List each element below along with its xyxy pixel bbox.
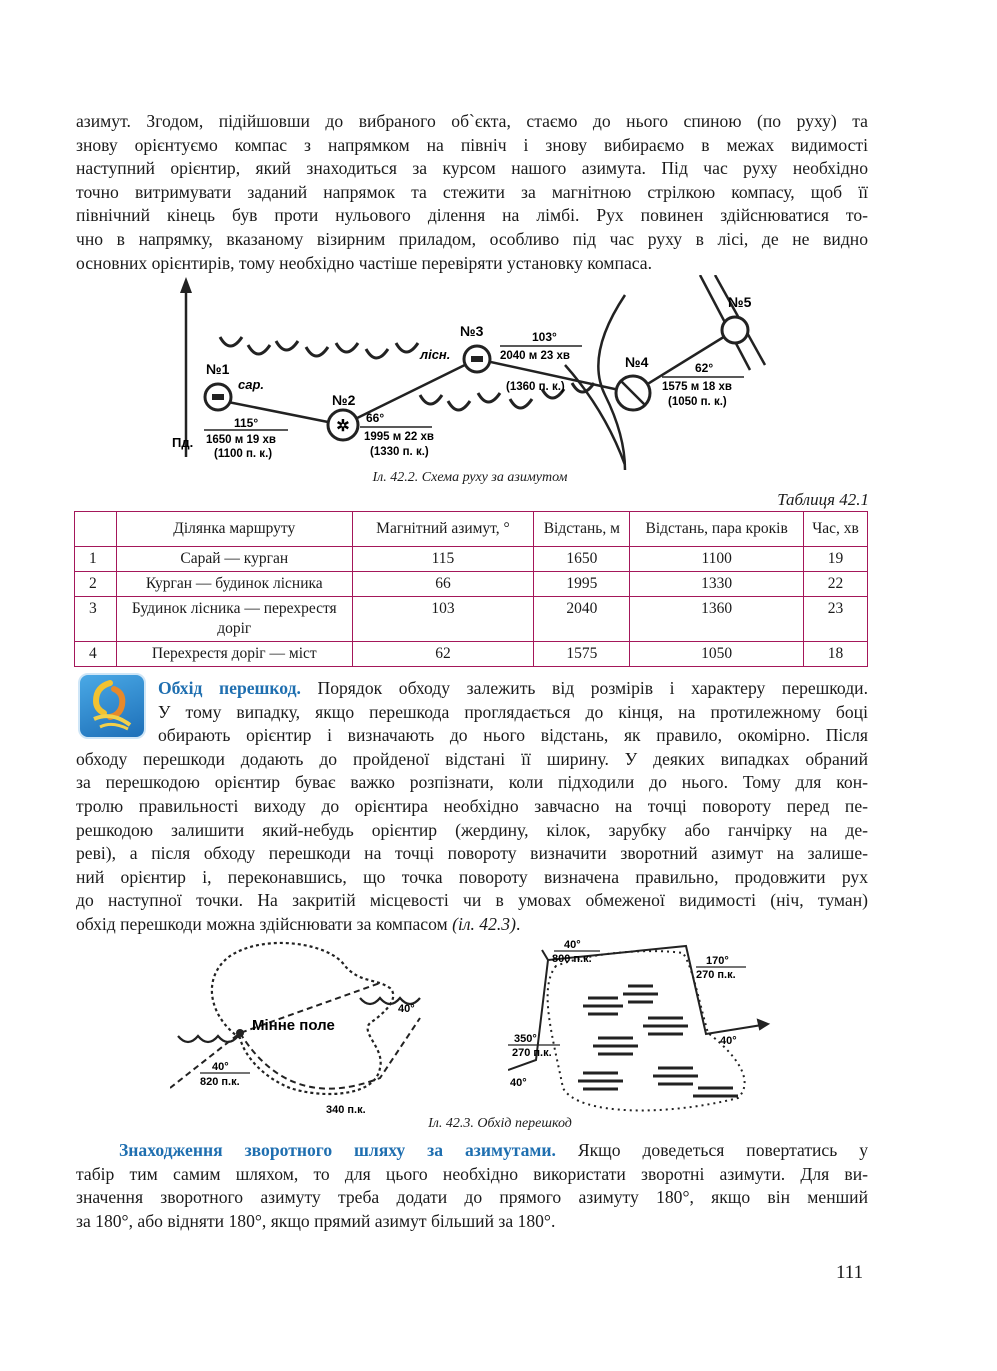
table-cell: 23 [804,597,868,642]
table-header: Ділянка маршруту [116,512,352,547]
seg1-distance: 1650 м 19 хв [206,434,276,446]
text-line: знову орієнтуємо компас з напрямком на північ і знову вибираємо в межах видимості [76,134,868,155]
text-line: ний орієнтир і, переконавшись, що точка повороту визначена правильно, продовжити рух [76,866,868,887]
return-heading: Знаходження зворотного шляху за азимутами. [119,1140,556,1160]
text-line: значення зворотного азимуту треба додати до прямого азимуту 180°, якщо він менший [76,1187,868,1208]
point1-label: №1 [206,361,230,377]
table-cell: 22 [804,572,868,597]
table-cell: 1360 [630,597,804,642]
table-cell: Перехрестя доріг — міст [116,642,352,667]
table-header-row [75,512,868,547]
text-line [76,1139,868,1163]
table-caption: Таблиця 42.1 [777,490,869,509]
text-line: реві), а після обходу перешкоди на точці повороту визначити зворотний азимут на залише- [76,843,868,864]
minefield-label: Мінне поле [252,1017,335,1034]
point4-label: №4 [625,354,649,370]
table-cell: 1100 [630,547,804,572]
minefield-azimuth-a: 40° [398,1003,415,1015]
swamp-azimuth-1: 40° [564,939,581,951]
text-line: за перешкодою орієнтир буває важко розпізнати, коли підходили до нього. Тому для кон- [76,772,868,793]
text-line: У тому випадку, якщо перешкода проглядається до кінця, на протилежному боці [158,701,868,722]
text-line: решкодою залишити який-небудь орієнтир (жердину, кілок, зарубку або ганчірку на де- [76,819,868,840]
seg4-pairs: (1050 п. к.) [668,396,727,408]
table-cell: 19 [804,547,868,572]
text-span: Якщо доведеться повертатись у [555,1140,868,1160]
table-cell: 1995 [534,572,630,597]
text-line [76,677,868,701]
swamp-azimuth-3: 350° [514,1033,537,1045]
azimuth-route-figure [170,275,780,470]
north-label: Пд. [172,435,194,450]
forester-house-label: лісн. [420,347,451,362]
table-cell: 62 [352,642,534,667]
swamp-azimuth-4: 40° [720,1035,737,1047]
text-line: до наступної точки. На закритій місцевості чи в умовах обмеженої видимості (ніч, туман) [76,890,868,911]
obstacle-paragraph [76,677,868,937]
text-line: точно витримувати заданий напрямок та стежити за магнітною стрілкою компасу, щоб її [76,181,868,202]
table-cell: 66 [352,572,534,597]
text-line: азимут. Згодом, підійшовши до вибраного об`єкта, стаємо до нього спиною (по руху) та [76,111,868,131]
text-span: Порядок обходу залежить від розмірів і характеру перешкоди. [300,678,868,698]
table-row [75,572,868,597]
figure-reference: (іл. 42.3) [452,913,516,934]
seg3-distance: 2040 м 23 хв [500,350,570,362]
table-cell: 1330 [630,572,804,597]
text-line: наступний орієнтир, який знаходиться за курсом нашого азимута. Під час руху необхідно [76,158,868,179]
table-header: Магнітний азимут, ° [352,512,534,547]
intro-paragraph [76,110,868,275]
table-cell: 2040 [534,597,630,642]
minefield-azimuth-b: 40° [212,1061,229,1073]
swamp-pairs-2: 270 п.к. [696,969,736,981]
seg3-azimuth: 103° [532,330,557,344]
swamp-azimuth-2: 170° [706,955,729,967]
swamp-azimuth-5: 40° [510,1077,527,1089]
svg-text:✲: ✲ [336,418,350,435]
point2-label: №2 [332,392,356,408]
table-row [75,597,868,642]
text-line: обходу перешкоди додають до пройденої відстані її ширину. У деяких випадках обраний [76,748,868,769]
return-paragraph [76,1139,868,1233]
table-row [75,547,868,572]
point5-label: №5 [728,294,752,310]
swamp-detour-figure [508,938,776,1118]
swamp-pairs-3: 270 п.к. [512,1047,552,1059]
text-line: північний кінець був проти нульового ділення на лімбі. Рух повинен здійснюватися то- [76,205,868,226]
route-table [74,511,868,667]
text-line: обирають орієнтир і визначають до нього відстань, як правило, окомірно. Після [158,725,868,746]
table-cell: 115 [352,547,534,572]
seg1-azimuth: 115° [234,416,259,430]
swamp-pairs-1: 800 п.к. [552,953,592,965]
table-cell: 18 [804,642,868,667]
table-cell: 3 [75,597,117,642]
table-cell: 1 [75,547,117,572]
table-cell: 1050 [630,642,804,667]
table-cell: Будинок лісника — перехрестя доріг [116,597,352,642]
text-line: основних орієнтирів, тому необхідно частіше перевіряти установку компаса. [76,252,652,273]
page-number: 111 [836,1262,864,1283]
table-row [75,642,868,667]
seg3-pairs: (1360 п. к.) [506,381,565,393]
text-line: за 180°, або відняти 180°, якщо прямий азимут більший за 180°. [76,1210,556,1231]
minefield-figure [170,938,450,1116]
table-header [75,512,117,547]
figure2-caption: Іл. 42.3. Обхід перешкод [428,1116,572,1131]
text-line [76,913,868,937]
table-cell: 1650 [534,547,630,572]
minefield-pairs-a: 820 п.к. [200,1076,240,1088]
table-cell: 1575 [534,642,630,667]
seg1-pairs: (1100 п. к.) [214,448,273,460]
seg4-azimuth: 62° [695,361,714,375]
table-header: Відстань, м [534,512,630,547]
table-cell: 2 [75,572,117,597]
minefield-pairs-b: 340 п.к. [326,1104,366,1116]
seg2-azimuth: 66° [366,411,385,425]
obstacle-heading: Обхід перешкод. [158,678,301,698]
figure1-caption: Іл. 42.2. Схема руху за азимутом [372,470,568,485]
seg2-pairs: (1330 п. к.) [370,446,429,458]
table-cell: Сарай — курган [116,547,352,572]
text-line: тролю правильності виходу до орієнтира необхідно завчасно на точці повороту перед пе- [76,795,868,816]
text-span: обхід перешкоди можна здійснювати за компасом [76,913,453,934]
barn-label: сар. [238,377,265,392]
table-header: Відстань, пара кроків [630,512,804,547]
table-header: Час, хв [804,512,868,547]
text-line: табір тим самим шляхом, то для цього необхідно використати зворотні азимути. Для ви- [76,1163,868,1184]
table-cell: 103 [352,597,534,642]
text-span: . [515,913,521,934]
table-cell: 4 [75,642,117,667]
table-cell: Курган — будинок лісника [116,572,352,597]
text-line: чно в напрямку, вказаному візирним приладом, особливо під час руху в лісі, де не видно [76,228,868,249]
seg4-distance: 1575 м 18 хв [662,381,732,393]
point3-label: №3 [460,323,484,339]
seg2-distance: 1995 м 22 хв [364,431,434,443]
